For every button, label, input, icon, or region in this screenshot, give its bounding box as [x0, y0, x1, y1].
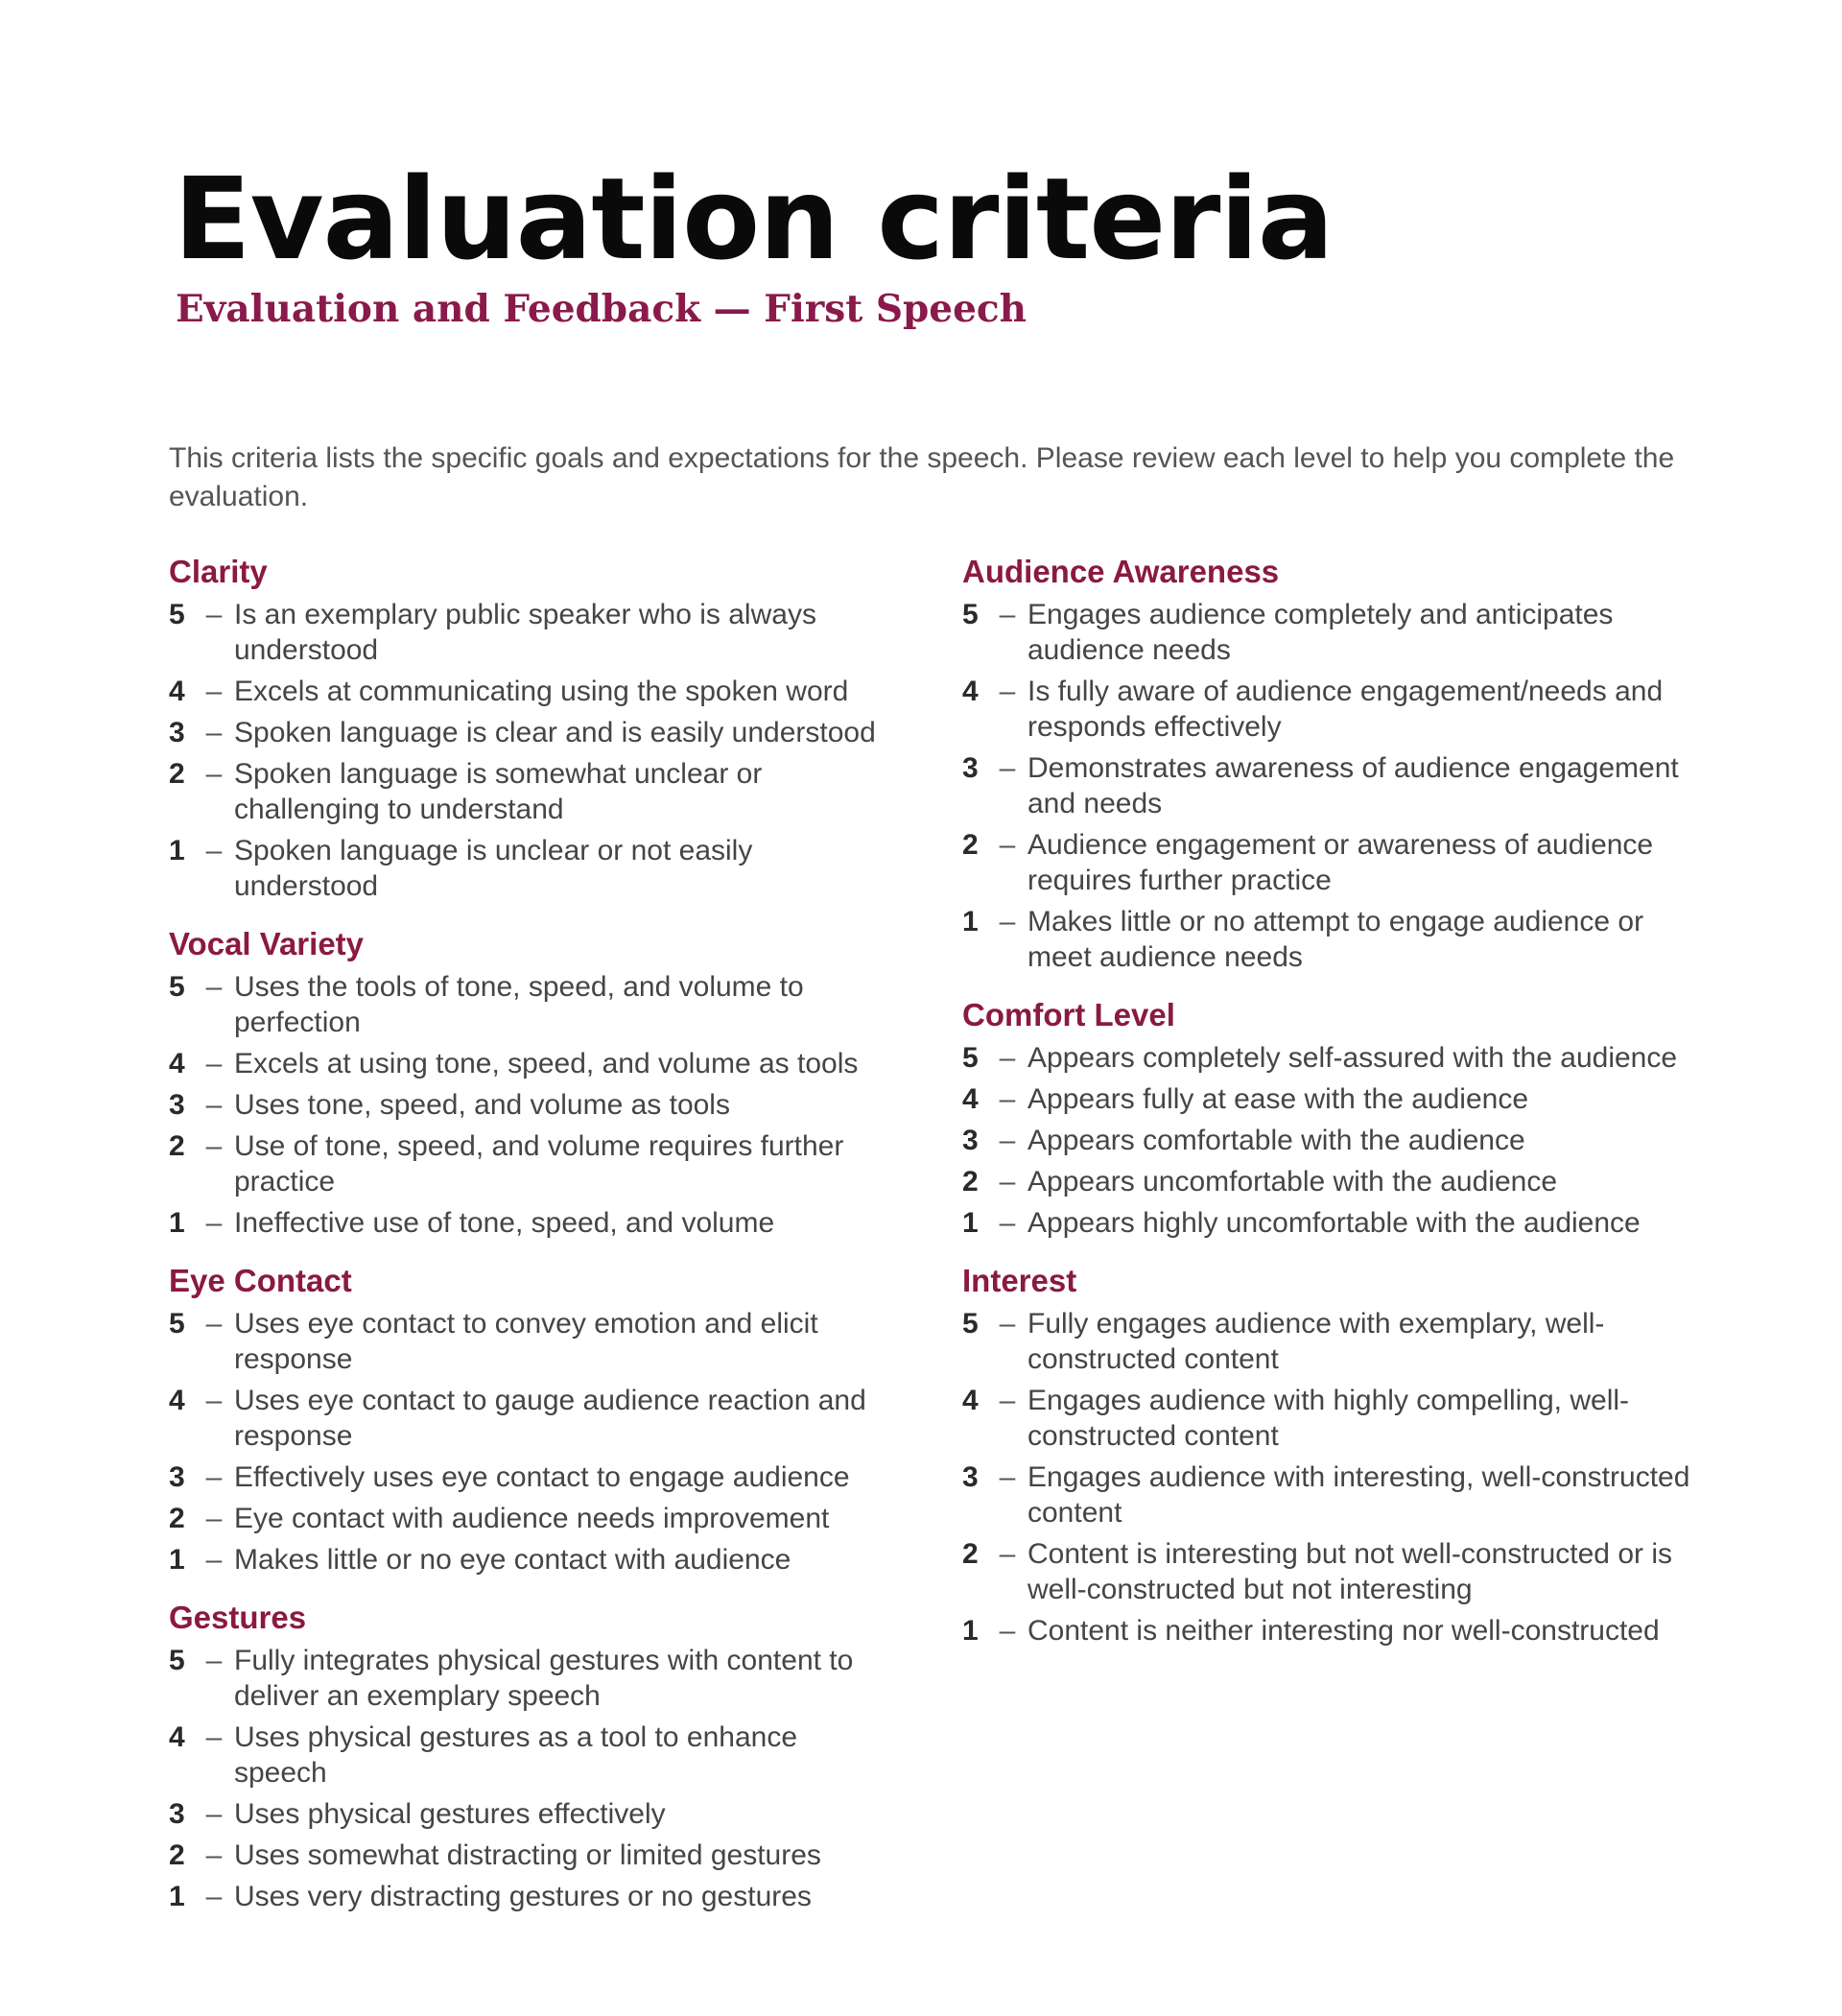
criteria-level-item [962, 904, 1701, 975]
criteria-level-item [169, 1501, 898, 1536]
level-description: Excels at communicating using the spoken word [234, 676, 849, 707]
level-dash: – [999, 906, 1016, 937]
level-number: 4 [169, 676, 185, 707]
criteria-level-item [169, 1542, 898, 1577]
criteria-level-item [169, 1796, 898, 1832]
level-description: Demonstrates awareness of audience engagement and needs [1027, 752, 1679, 819]
criteria-level-item [169, 1046, 898, 1081]
criteria-level-item [962, 1123, 1701, 1158]
level-description: Uses very distracting gestures or no gestures [234, 1881, 812, 1912]
level-dash: – [205, 599, 223, 630]
criteria-level-item [169, 1306, 898, 1377]
level-dash: – [999, 1166, 1016, 1198]
level-description: Makes little or no eye contact with audience [234, 1544, 791, 1576]
level-dash: – [999, 1615, 1016, 1647]
left-criteria-column [169, 551, 898, 1933]
criteria-level-item [169, 1087, 898, 1123]
level-description: Spoken language is clear and is easily understood [234, 717, 876, 748]
criteria-level-item [169, 1643, 898, 1714]
level-number: 1 [169, 1881, 185, 1912]
criteria-level-item [169, 597, 898, 668]
criteria-level-item [169, 1459, 898, 1495]
level-dash: – [205, 1544, 223, 1576]
level-dash: – [999, 676, 1016, 707]
level-number: 3 [169, 1089, 185, 1121]
level-description: Audience engagement or awareness of audience requires further practice [1027, 829, 1654, 896]
level-number: 3 [169, 1461, 185, 1493]
level-dash: – [999, 1083, 1016, 1115]
criteria-level-item [169, 756, 898, 827]
level-number: 4 [169, 1385, 185, 1416]
level-description: Uses somewhat distracting or limited gestures [234, 1839, 821, 1871]
criteria-section-audience-awareness [962, 551, 1701, 975]
section-title: Gestures [169, 1600, 307, 1635]
level-number: 4 [962, 1083, 979, 1115]
level-number: 2 [169, 758, 185, 790]
criteria-level-item [169, 1383, 898, 1454]
level-dash: – [999, 1207, 1016, 1239]
level-number: 3 [962, 1461, 979, 1493]
criteria-section-gestures [169, 1597, 898, 1914]
criteria-level-item [169, 1128, 898, 1199]
level-description: Appears completely self-assured with the audience [1027, 1042, 1678, 1074]
criteria-level-item [169, 674, 898, 709]
level-number: 5 [962, 1042, 979, 1074]
level-number: 3 [169, 1798, 185, 1830]
criteria-level-item [962, 750, 1701, 821]
level-description: Excels at using tone, speed, and volume as tools [234, 1048, 859, 1079]
level-description: Use of tone, speed, and volume requires further practice [234, 1130, 844, 1198]
level-number: 1 [169, 1544, 185, 1576]
criteria-section-vocal-variety [169, 923, 898, 1241]
level-dash: – [205, 1130, 223, 1162]
level-number: 5 [169, 971, 185, 1003]
criteria-section-eye-contact [169, 1260, 898, 1577]
level-description: Uses eye contact to convey emotion and elicit response [234, 1308, 818, 1375]
level-description: Appears comfortable with the audience [1027, 1125, 1525, 1156]
level-number: 4 [962, 1385, 979, 1416]
level-number: 2 [169, 1839, 185, 1871]
level-number: 3 [962, 752, 979, 784]
level-dash: – [999, 1125, 1016, 1156]
level-dash: – [205, 1089, 223, 1121]
level-description: Spoken language is somewhat unclear or challenging to understand [234, 758, 763, 825]
level-dash: – [999, 1461, 1016, 1493]
level-dash: – [205, 1721, 223, 1753]
criteria-level-item [169, 1720, 898, 1791]
level-number: 5 [169, 599, 185, 630]
level-description: Appears fully at ease with the audience [1027, 1083, 1528, 1115]
level-number: 1 [962, 1615, 979, 1647]
criteria-level-item [962, 1081, 1701, 1117]
level-dash: – [205, 1207, 223, 1239]
level-dash: – [205, 717, 223, 748]
level-number: 4 [169, 1721, 185, 1753]
section-title: Clarity [169, 554, 268, 589]
level-number: 5 [169, 1308, 185, 1340]
level-number: 1 [169, 1207, 185, 1239]
level-dash: – [999, 1308, 1016, 1340]
level-description: Spoken language is unclear or not easily understood [234, 835, 753, 902]
page-subtitle: Evaluation and Feedback — First Speech [176, 287, 1027, 331]
page-title: Evaluation criteria [174, 153, 1334, 285]
criteria-section-interest [962, 1260, 1701, 1648]
level-dash: – [205, 835, 223, 866]
level-number: 2 [962, 829, 979, 861]
level-number: 3 [169, 717, 185, 748]
level-number: 3 [962, 1125, 979, 1156]
criteria-level-item [962, 1205, 1701, 1241]
level-dash: – [205, 1308, 223, 1340]
level-description: Content is interesting but not well-constructed or is well-constructed but not interesting [1027, 1538, 1672, 1605]
level-description: Uses physical gestures as a tool to enhance speech [234, 1721, 798, 1789]
criteria-level-item [169, 969, 898, 1040]
level-dash: – [999, 1042, 1016, 1074]
right-criteria-column [962, 551, 1701, 1668]
criteria-section-comfort-level [962, 994, 1701, 1241]
level-dash: – [205, 1461, 223, 1493]
level-number: 2 [169, 1130, 185, 1162]
level-description: Fully integrates physical gestures with content to deliver an exemplary speech [234, 1645, 854, 1712]
criteria-level-item [169, 1205, 898, 1241]
criteria-level-item [962, 1536, 1701, 1607]
level-number: 2 [962, 1538, 979, 1570]
section-title: Comfort Level [962, 997, 1175, 1032]
level-number: 1 [169, 835, 185, 866]
level-dash: – [999, 752, 1016, 784]
level-description: Content is neither interesting nor well-constructed [1027, 1615, 1660, 1647]
level-dash: – [999, 599, 1016, 630]
criteria-level-item [962, 827, 1701, 898]
level-description: Fully engages audience with exemplary, well-constructed content [1027, 1308, 1605, 1375]
criteria-level-item [962, 1459, 1701, 1530]
criteria-level-item [169, 1838, 898, 1873]
level-description: Appears highly uncomfortable with the audience [1027, 1207, 1641, 1239]
criteria-section-clarity [169, 551, 898, 904]
level-description: Uses physical gestures effectively [234, 1798, 666, 1830]
criteria-level-item [962, 1164, 1701, 1199]
level-dash: – [205, 1839, 223, 1871]
level-number: 2 [169, 1503, 185, 1534]
level-dash: – [205, 1881, 223, 1912]
level-description: Engages audience with highly compelling, well-constructed content [1027, 1385, 1630, 1452]
level-number: 5 [962, 599, 979, 630]
level-dash: – [205, 1048, 223, 1079]
level-description: Makes little or no attempt to engage audience or meet audience needs [1027, 906, 1644, 973]
level-description: Effectively uses eye contact to engage audience [234, 1461, 850, 1493]
criteria-level-item [962, 1613, 1701, 1648]
section-title: Vocal Variety [169, 926, 365, 961]
level-dash: – [205, 1798, 223, 1830]
criteria-level-item [962, 1040, 1701, 1076]
level-dash: – [205, 1503, 223, 1534]
level-dash: – [999, 1385, 1016, 1416]
criteria-level-item [962, 597, 1701, 668]
level-description: Engages audience completely and anticipates audience needs [1027, 599, 1614, 666]
section-title: Interest [962, 1263, 1077, 1298]
level-description: Is an exemplary public speaker who is always understood [234, 599, 816, 666]
level-number: 5 [962, 1308, 979, 1340]
section-title: Audience Awareness [962, 554, 1280, 589]
criteria-level-item [962, 1383, 1701, 1454]
level-number: 1 [962, 1207, 979, 1239]
level-dash: – [999, 829, 1016, 861]
level-description: Engages audience with interesting, well-constructed content [1027, 1461, 1690, 1529]
criteria-level-item [169, 1879, 898, 1914]
level-dash: – [205, 758, 223, 790]
level-dash: – [999, 1538, 1016, 1570]
level-description: Appears uncomfortable with the audience [1027, 1166, 1558, 1198]
level-dash: – [205, 971, 223, 1003]
level-dash: – [205, 1385, 223, 1416]
intro-paragraph: This criteria lists the specific goals and expectations for the speech. Please review each level to help you complete the evaluation. [169, 442, 1675, 512]
criteria-level-item [962, 1306, 1701, 1377]
level-number: 2 [962, 1166, 979, 1198]
level-description: Eye contact with audience needs improvement [234, 1503, 830, 1534]
level-dash: – [205, 676, 223, 707]
level-number: 1 [962, 906, 979, 937]
level-description: Is fully aware of audience engagement/needs and responds effectively [1027, 676, 1664, 743]
criteria-level-item [169, 715, 898, 750]
level-description: Uses tone, speed, and volume as tools [234, 1089, 730, 1121]
level-number: 5 [169, 1645, 185, 1676]
criteria-level-item [962, 674, 1701, 745]
section-title: Eye Contact [169, 1263, 352, 1298]
level-dash: – [205, 1645, 223, 1676]
level-description: Ineffective use of tone, speed, and volume [234, 1207, 775, 1239]
criteria-level-item [169, 833, 898, 904]
level-description: Uses eye contact to gauge audience reaction and response [234, 1385, 866, 1452]
level-number: 4 [962, 676, 979, 707]
level-description: Uses the tools of tone, speed, and volume to perfection [234, 971, 804, 1038]
level-number: 4 [169, 1048, 185, 1079]
